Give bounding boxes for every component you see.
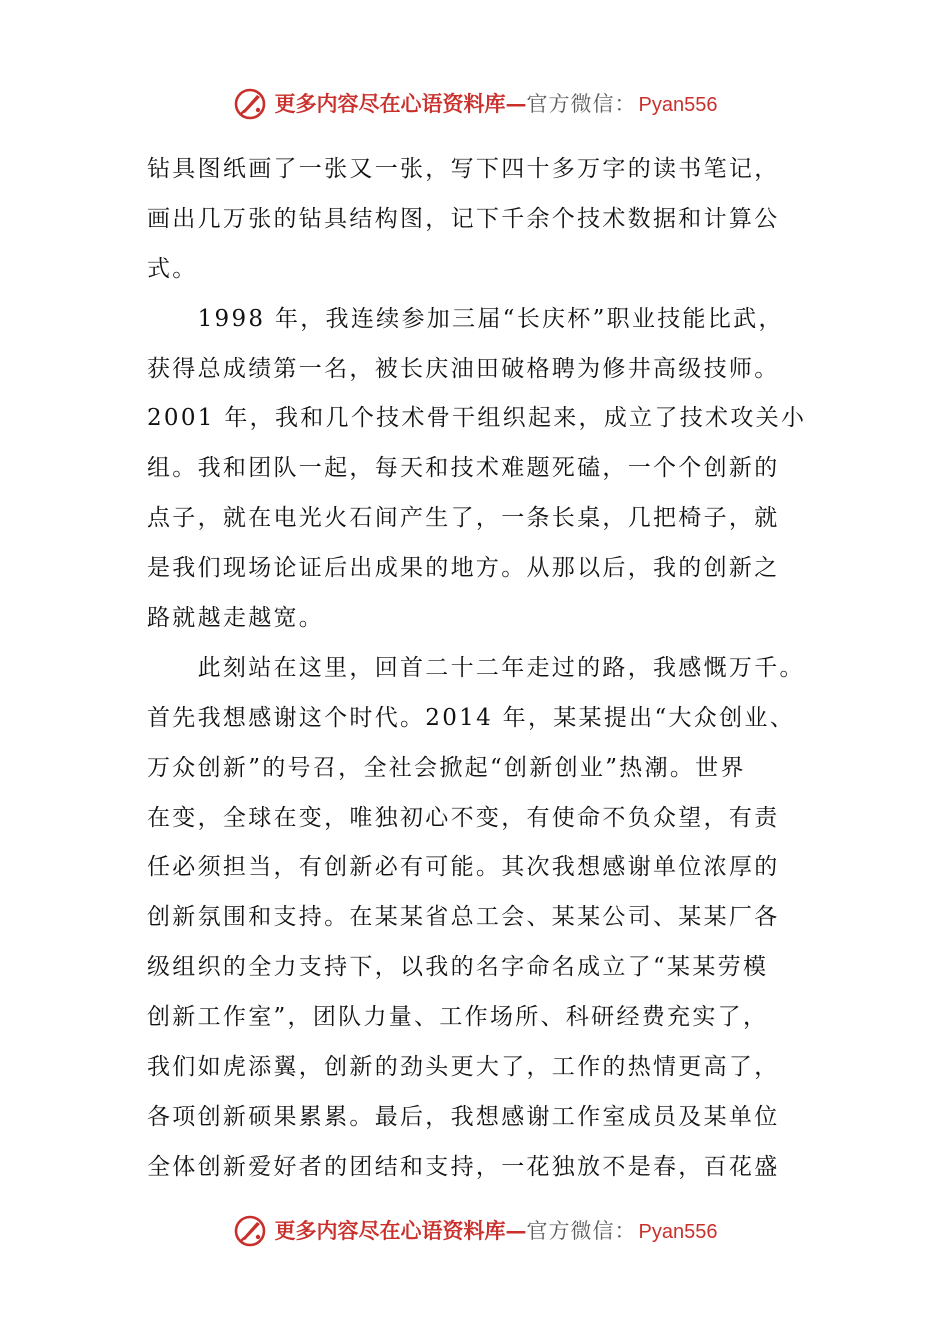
text-line: 是我们现场论证后出成果的地方。从那以后，我的创新之 bbox=[147, 555, 780, 582]
text-line: 点子，就在电光火石间产生了，一条长桌，几把椅子，就 bbox=[147, 505, 780, 532]
banner-wechat-id: Pyan556 bbox=[638, 1221, 718, 1243]
text-line: 各项创新硕果累累。最后，我想感谢工作室成员及某单位 bbox=[147, 1103, 780, 1130]
footer-banner bbox=[0, 1211, 950, 1251]
banner-wechat-label: 官方微信： bbox=[526, 92, 637, 116]
text-line: 路就越走越宽。 bbox=[147, 605, 325, 632]
text-line: 钻具图纸画了一张又一张，写下四十多万字的读书笔记， bbox=[147, 156, 780, 182]
paragraph bbox=[147, 644, 807, 1193]
quill-logo-icon bbox=[233, 87, 267, 121]
text-line: 在变，全球在变，唯独初心不变，有使命不负众望，有责 bbox=[147, 804, 780, 831]
text-line: 创新氛围和支持。在某某省总工会、某某公司、某某厂各 bbox=[147, 904, 780, 931]
banner-dash: — bbox=[505, 91, 527, 116]
text-line: 2001 年，我和几个技术骨干组织起来，成立了技术攻关小 bbox=[147, 405, 807, 432]
paragraph bbox=[147, 295, 807, 644]
banner-main-text: 更多内容尽在心语资料库 bbox=[274, 1218, 506, 1243]
text-line: 画出几万张的钻具结构图，记下千余个技术数据和计算公 bbox=[147, 205, 780, 232]
banner-text bbox=[275, 93, 718, 115]
text-line: 组。我和团队一起，每天和技术难题死磕，一个个创新的 bbox=[147, 455, 780, 482]
text-line: 1998 年，我连续参加三届“长庆杯”职业技能比武， bbox=[147, 305, 784, 332]
text-line: 创新工作室”，团队力量、工作场所、科研经费充实了， bbox=[147, 1004, 769, 1031]
text-line: 级组织的全力支持下，以我的名字命名成立了“某某劳模 bbox=[147, 954, 769, 981]
text-line: 我们如虎添翼，创新的劲头更大了，工作的热情更高了， bbox=[147, 1054, 780, 1081]
text-line: 式。 bbox=[147, 255, 198, 282]
banner-wechat-id: Pyan556 bbox=[638, 94, 718, 116]
text-line: 万众创新”的号召，全社会掀起“创新创业”热潮。世界 bbox=[147, 754, 746, 781]
document-body bbox=[147, 145, 807, 1193]
banner-wechat-label: 官方微信： bbox=[526, 1219, 637, 1243]
quill-logo-icon bbox=[233, 1214, 267, 1248]
text-line: 首先我想感谢这个时代。2014 年，某某提出“大众创业、 bbox=[147, 704, 796, 731]
header-banner bbox=[0, 84, 950, 124]
text-line: 此刻站在这里，回首二十二年走过的路，我感慨万千。 bbox=[147, 654, 805, 681]
text-line: 获得总成绩第一名，被长庆油田破格聘为修井高级技师。 bbox=[147, 355, 780, 382]
text-line: 任必须担当，有创新必有可能。其次我想感谢单位浓厚的 bbox=[147, 854, 780, 881]
text-line: 全体创新爱好者的团结和支持，一花独放不是春，百花盛 bbox=[147, 1153, 780, 1180]
banner-main-text: 更多内容尽在心语资料库 bbox=[274, 91, 506, 116]
paragraph bbox=[147, 145, 807, 295]
banner-text bbox=[275, 1220, 718, 1242]
banner-dash: — bbox=[505, 1218, 527, 1243]
